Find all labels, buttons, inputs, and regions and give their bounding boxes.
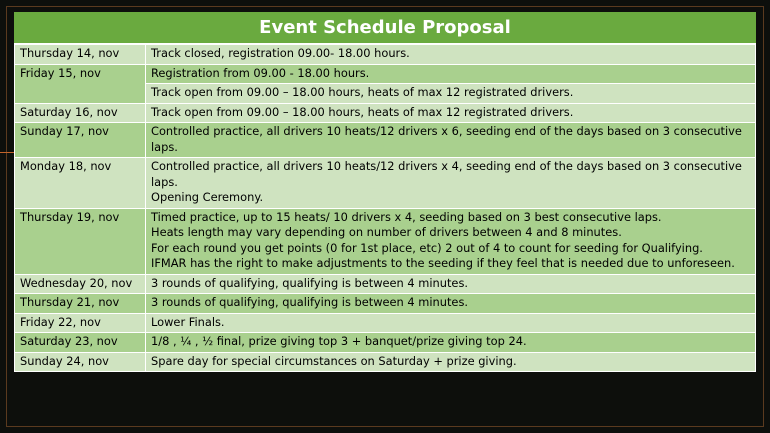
detail-line: Controlled practice, all drivers 10 heats/12 drivers x 4, seeding end of the days based on 3 consecutive laps.	[151, 159, 742, 189]
table-row	[15, 103, 756, 123]
detail-line: Track open from 09.00 – 18.00 hours, heats of max 12 registrated drivers.	[151, 104, 574, 119]
table-row	[15, 313, 756, 333]
detail-line: 3 rounds of qualifying, qualifying is between 4 minutes.	[151, 275, 468, 290]
day-cell: Friday 15, nov	[15, 64, 146, 103]
detail-line: Heats length may vary depending on number of drivers between 4 and 8 minutes.	[151, 225, 622, 239]
day-cell: Wednesday 20, nov	[15, 274, 146, 294]
details-cell	[146, 158, 756, 209]
detail-line: 1/8 , ¼ , ½ final, prize giving top 3 + banquet/prize giving top 24.	[151, 334, 527, 348]
day-cell: Saturday 23, nov	[15, 333, 146, 353]
detail-line: Spare day for special circumstances on Saturday + prize giving.	[151, 353, 517, 368]
day-cell: Monday 18, nov	[15, 158, 146, 209]
day-cell: Thursday 21, nov	[15, 294, 146, 314]
day-cell: Thursday 19, nov	[15, 208, 146, 274]
detail-line: Track open from 09.00 – 18.00 hours, heats of max 12 registrated drivers.	[151, 85, 574, 99]
details-cell	[146, 103, 756, 123]
table-row	[15, 64, 756, 84]
detail-line: IFMAR has the right to make adjustments to the seeding if they feel that is needed due to unforeseen.	[151, 256, 735, 270]
accent-line	[0, 152, 14, 153]
details-cell	[146, 84, 756, 104]
detail-line: 3 rounds of qualifying, qualifying is between 4 minutes.	[151, 295, 468, 309]
details-cell	[146, 352, 756, 372]
detail-line: Track closed, registration 09.00- 18.00 hours.	[151, 46, 410, 60]
details-cell	[146, 208, 756, 274]
details-cell	[146, 123, 756, 158]
details-cell	[146, 274, 756, 294]
table-row	[15, 352, 756, 372]
table-row	[15, 158, 756, 209]
table-row	[15, 208, 756, 274]
detail-line: Registration from 09.00 - 18.00 hours.	[151, 65, 370, 80]
detail-line: Timed practice, up to 15 heats/ 10 drivers x 4, seeding based on 3 best consecutive laps.	[151, 209, 662, 224]
day-cell: Friday 22, nov	[15, 313, 146, 333]
schedule-slide	[14, 12, 756, 423]
day-cell: Saturday 16, nov	[15, 103, 146, 123]
schedule-table	[14, 44, 756, 372]
page-title: Event Schedule Proposal	[14, 12, 756, 44]
detail-line: Lower Finals.	[151, 314, 225, 329]
details-cell	[146, 333, 756, 353]
details-cell	[146, 64, 756, 84]
table-row	[15, 123, 756, 158]
details-cell	[146, 294, 756, 314]
details-cell	[146, 313, 756, 333]
table-row	[15, 274, 756, 294]
day-cell: Sunday 24, nov	[15, 352, 146, 372]
detail-line: Opening Ceremony.	[151, 190, 264, 204]
table-row	[15, 294, 756, 314]
day-cell: Thursday 14, nov	[15, 45, 146, 65]
detail-line: For each round you get points (0 for 1st place, etc) 2 out of 4 to count for seeding for Qualifying.	[151, 240, 703, 255]
day-cell: Sunday 17, nov	[15, 123, 146, 158]
details-cell	[146, 45, 756, 65]
table-row	[15, 45, 756, 65]
detail-line: Controlled practice, all drivers 10 heats/12 drivers x 6, seeding end of the days based on 3 consecutive laps.	[151, 124, 742, 154]
table-row	[15, 333, 756, 353]
